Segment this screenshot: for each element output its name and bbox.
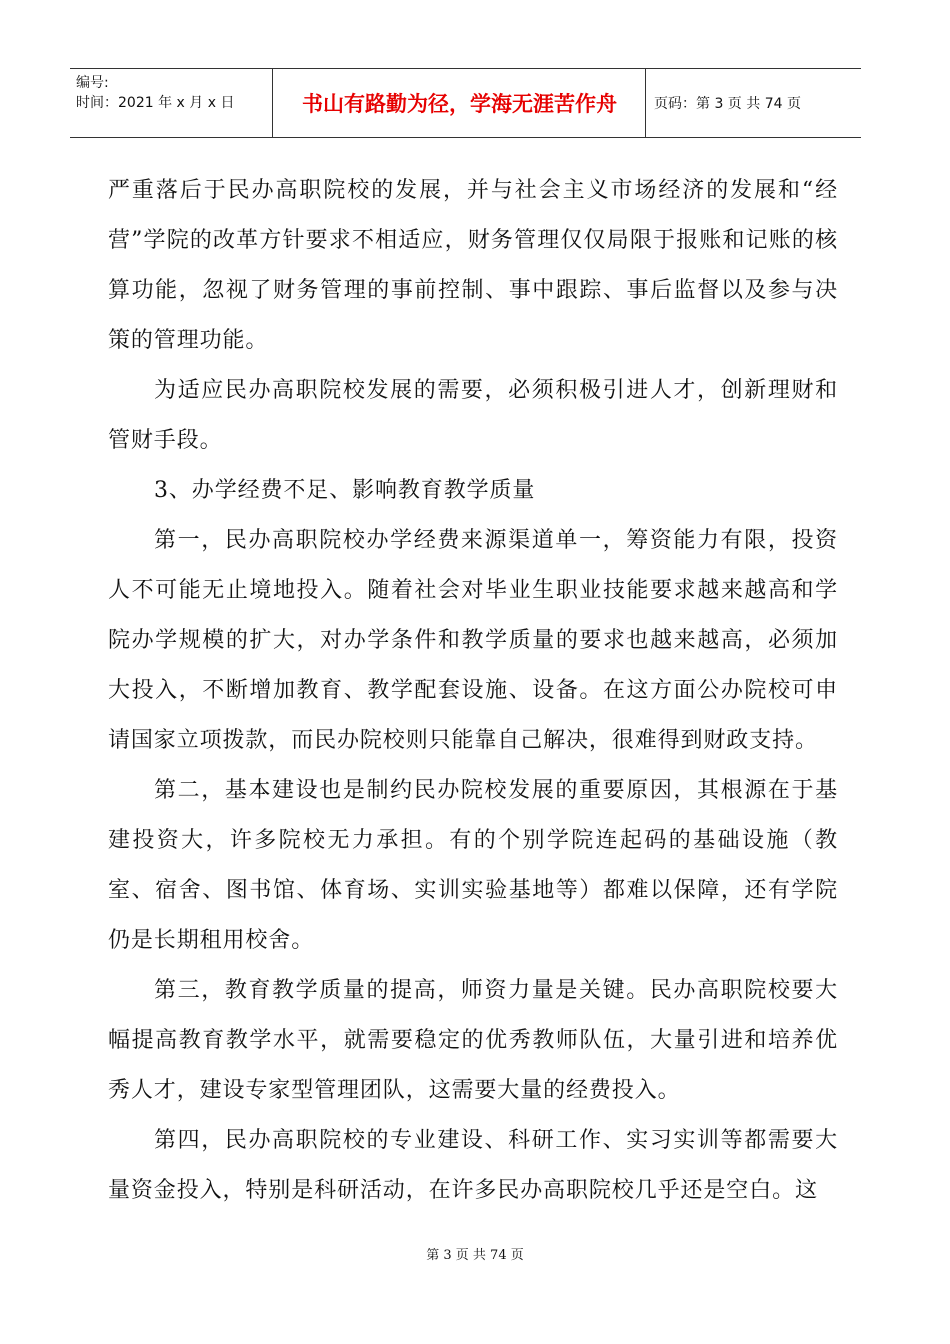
paragraph: 第三，教育教学质量的提高，师资力量是关键。民办高职院校要大幅提高教育教学水平，就需要稳定的优秀教师队伍，大量引进和培养优秀人才，建设专家型管理团队，这需要大量的经费投入。 bbox=[108, 978, 838, 1103]
paragraph: 第一，民办高职院校办学经费来源渠道单一，筹资能力有限，投资人不可能无止境地投入。随着社会对毕业生职业技能要求越来越高和学院办学规模的扩大，对办学条件和教学质量的要求也越来越高，必须加大投入，不断增加教育、教学配套设施、设备。在这方面公办院校可申请国家立项拨款，而民办院校则只能靠自己解决，很难得到财政支持。 bbox=[108, 528, 838, 753]
paragraph: 为适应民办高职院校发展的需要，必须积极引进人才，创新理财和管财手段。 bbox=[108, 378, 838, 453]
header-table bbox=[70, 68, 861, 138]
header-page-info: 页码：第 3 页 共 74 页 bbox=[654, 96, 801, 112]
code-label: 编号: bbox=[76, 75, 109, 91]
header-motto: 书山有路勤为径，学海无涯苦作舟 bbox=[302, 92, 617, 116]
page-footer: 第 3 页 共 74 页 bbox=[426, 1248, 524, 1263]
header-divider bbox=[272, 69, 273, 137]
header-divider bbox=[645, 69, 646, 137]
document-body bbox=[108, 166, 838, 1216]
paragraph: 第四，民办高职院校的专业建设、科研工作、实习实训等都需要大量资金投入，特别是科研活动，在许多民办高职院校几乎还是空白。这 bbox=[108, 1128, 838, 1203]
header-left-cell bbox=[76, 73, 234, 113]
paragraph: 严重落后于民办高职院校的发展，并与社会主义市场经济的发展和“经营”学院的改革方针要求不相适应，财务管理仅仅局限于报账和记账的核算功能，忽视了财务管理的事前控制、事中跟踪、事后监督以及参与决策的管理功能。 bbox=[108, 178, 838, 353]
paragraph: 第二，基本建设也是制约民办院校发展的重要原因，其根源在于基建投资大，许多院校无力承担。有的个别学院连起码的基础设施（教室、宿舍、图书馆、体育场、实训实验基地等）都难以保障，还有学院仍是长期租用校舍。 bbox=[108, 778, 838, 953]
section-heading: 3、办学经费不足、影响教育教学质量 bbox=[154, 478, 536, 503]
time-label: 时间：2021 年 x 月 x 日 bbox=[76, 95, 235, 111]
